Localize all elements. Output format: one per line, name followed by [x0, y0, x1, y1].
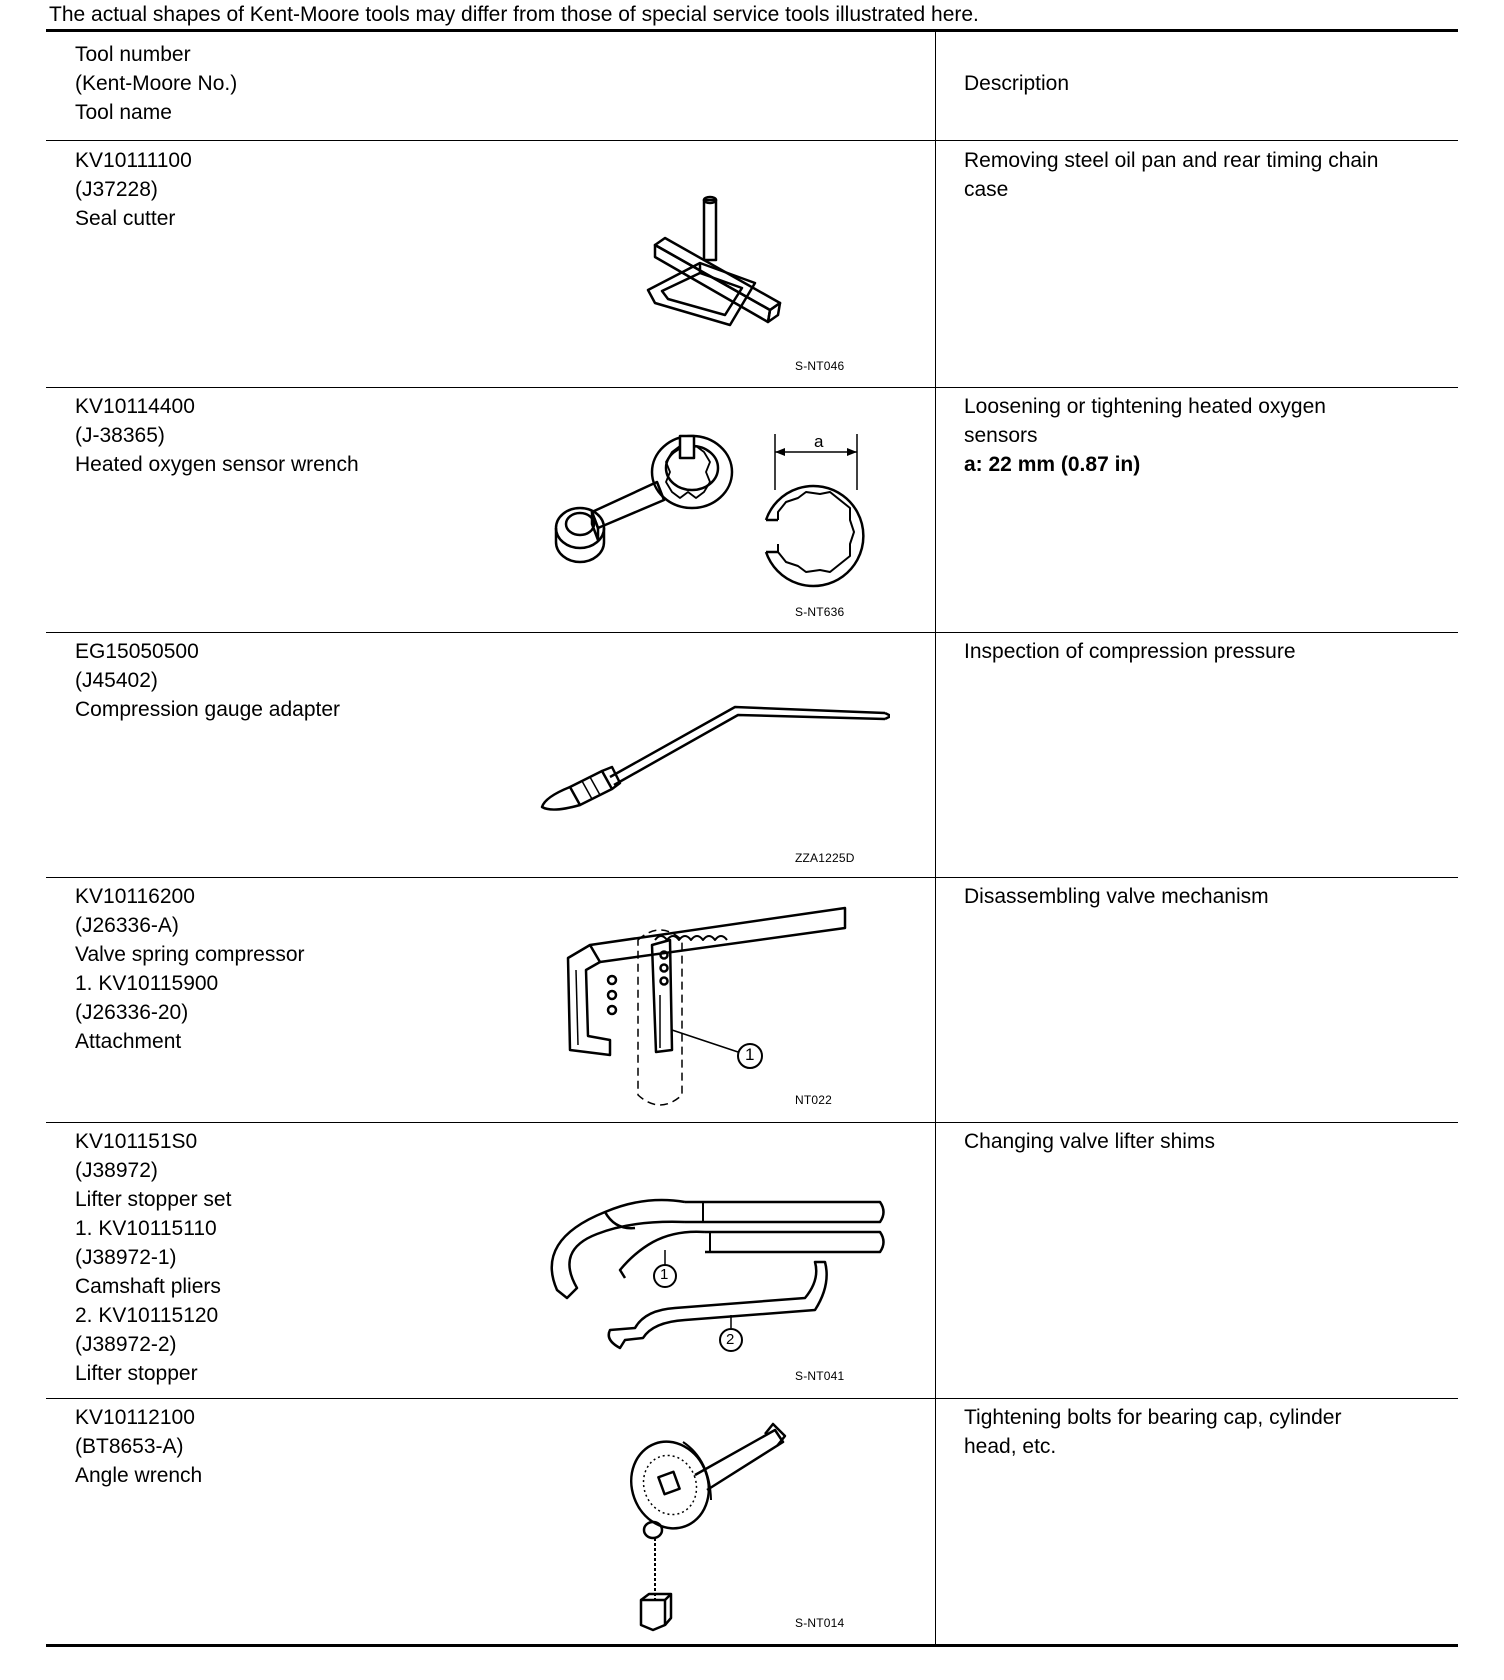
figure-code: S-NT041 — [795, 1369, 845, 1383]
tool-number: KV10116200 — [75, 885, 195, 908]
row-2-description — [964, 392, 1326, 479]
tool-name: Angle wrench — [75, 1464, 203, 1487]
row-divider — [46, 632, 1458, 633]
wrench-opening-detail — [760, 432, 880, 592]
callout-1: 1 — [660, 1266, 669, 1283]
description-line: Changing valve lifter shims — [964, 1130, 1215, 1153]
row-4-description — [964, 882, 1269, 911]
column-divider — [935, 32, 936, 1644]
row-5-description — [964, 1127, 1215, 1156]
kent-moore-number: (BT8653-A) — [75, 1435, 184, 1458]
oxygen-sensor-wrench-illustration — [552, 430, 742, 580]
row-3-description — [964, 637, 1296, 666]
description-line: Loosening or tightening heated oxygen — [964, 395, 1326, 418]
callout-2: 2 — [726, 1331, 735, 1348]
row-1-tool-cell — [75, 146, 192, 233]
seal-cutter-illustration — [640, 195, 790, 345]
compression-gauge-adapter-illustration — [540, 695, 890, 815]
description-line: head, etc. — [964, 1435, 1057, 1458]
tool-name: Compression gauge adapter — [75, 698, 341, 721]
figure-code: S-NT636 — [795, 605, 845, 619]
callout-1: 1 — [745, 1045, 755, 1064]
header-tool-line: Tool name — [75, 101, 172, 124]
tool-number: EG15050500 — [75, 640, 199, 663]
header-tool-line: (Kent-Moore No.) — [75, 72, 238, 95]
tool-number: KV10112100 — [75, 1406, 195, 1429]
component-name: Camshaft pliers — [75, 1275, 221, 1298]
angle-wrench-illustration — [625, 1420, 795, 1635]
component-name: Attachment — [75, 1030, 182, 1053]
component-kent-moore-number: (J38972-2) — [75, 1333, 177, 1356]
tool-name: Seal cutter — [75, 207, 176, 230]
component-kent-moore-number: (J38972-1) — [75, 1246, 177, 1269]
row-2-tool-cell — [75, 392, 359, 479]
component-number: 2. KV10115120 — [75, 1304, 219, 1327]
header-tool-cell — [75, 40, 237, 127]
page-note: The actual shapes of Kent-Moore tools may differ from those of special service tools illustrated here. — [49, 3, 979, 26]
table-bottom-rule — [46, 1644, 1458, 1647]
tool-number: KV10111100 — [75, 149, 192, 172]
row-divider — [46, 387, 1458, 388]
valve-spring-compressor-illustration — [560, 900, 860, 1110]
figure-label-a: a — [814, 432, 824, 451]
description-line: Disassembling valve mechanism — [964, 885, 1269, 908]
table-top-rule — [46, 29, 1458, 32]
description-line: Removing steel oil pan and rear timing chain — [964, 149, 1379, 172]
description-line: case — [964, 178, 1009, 201]
tool-number: KV101151S0 — [75, 1130, 198, 1153]
row-divider — [46, 140, 1458, 141]
lifter-stopper-set-illustration — [535, 1190, 895, 1360]
component-number: 1. KV10115110 — [75, 1217, 217, 1240]
kent-moore-number: (J38972) — [75, 1159, 158, 1182]
description-line: Inspection of compression pressure — [964, 640, 1296, 663]
figure-code: ZZA1225D — [795, 851, 855, 865]
description-line: Tightening bolts for bearing cap, cylinder — [964, 1406, 1342, 1429]
dimension-spec: a: 22 mm (0.87 in) — [964, 453, 1141, 476]
row-divider — [46, 1122, 1458, 1123]
tool-number: KV10114400 — [75, 395, 195, 418]
kent-moore-number: (J26336-A) — [75, 914, 179, 937]
header-tool-line: Tool number — [75, 43, 191, 66]
figure-code: NT022 — [795, 1093, 833, 1107]
description-line: sensors — [964, 424, 1038, 447]
kent-moore-number: (J37228) — [75, 178, 158, 201]
row-divider — [46, 877, 1458, 878]
header-description: Description — [964, 72, 1070, 95]
component-kent-moore-number: (J26336-20) — [75, 1001, 189, 1024]
row-divider — [46, 1398, 1458, 1399]
tool-name: Heated oxygen sensor wrench — [75, 453, 359, 476]
figure-code: S-NT014 — [795, 1616, 845, 1630]
tool-name: Lifter stopper set — [75, 1188, 232, 1211]
tool-name: Valve spring compressor — [75, 943, 305, 966]
row-1-description — [964, 146, 1378, 204]
row-6-description — [964, 1403, 1341, 1461]
row-5-tool-cell — [75, 1127, 231, 1388]
row-6-tool-cell — [75, 1403, 202, 1490]
figure-code: S-NT046 — [795, 359, 845, 373]
component-number: 1. KV10115900 — [75, 972, 219, 995]
kent-moore-number: (J-38365) — [75, 424, 165, 447]
row-4-tool-cell — [75, 882, 305, 1056]
row-3-tool-cell — [75, 637, 340, 724]
kent-moore-number: (J45402) — [75, 669, 158, 692]
component-name: Lifter stopper — [75, 1362, 198, 1385]
